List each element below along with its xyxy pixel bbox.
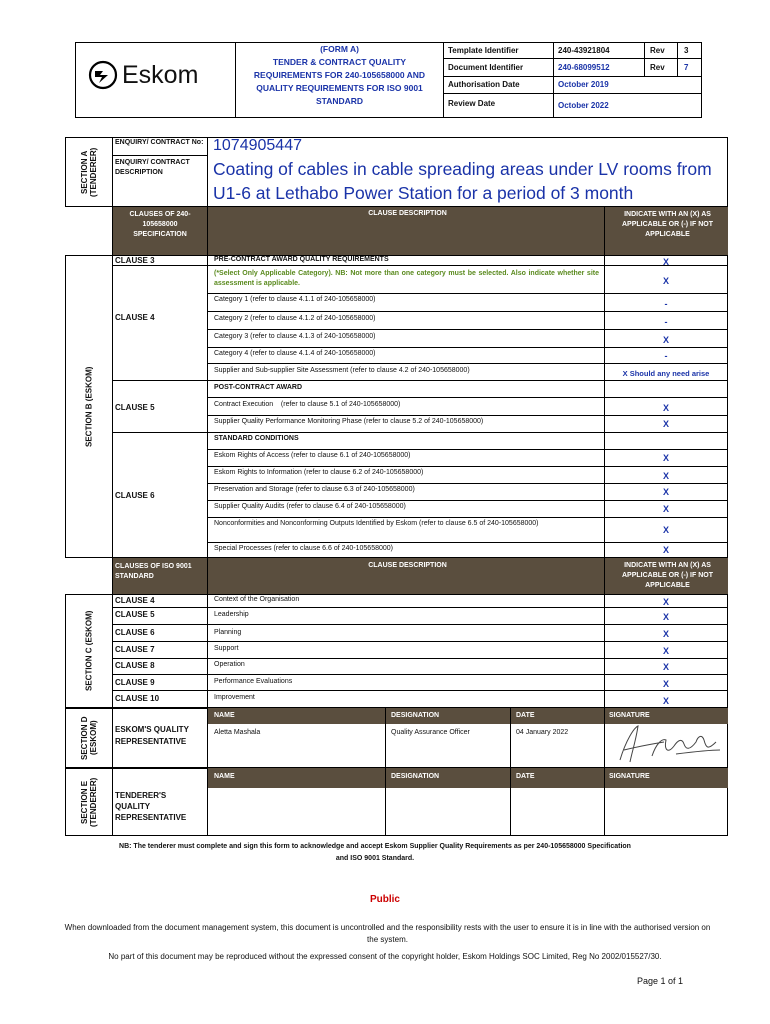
form-title: (FORM A) TENDER & CONTRACT QUALITY REQUIREMENTS FOR 240-105658000 AND QUALITY REQUIREMENTS FOR ISO 9001 STANDARD (253, 44, 426, 106)
template-identifier-value: 240-43921804 (558, 46, 610, 55)
rev-value-2: 7 (684, 63, 689, 72)
section-b-head-description: CLAUSE DESCRIPTION (368, 210, 447, 217)
clause-3: CLAUSE 3 (115, 256, 155, 265)
site-assessment: Supplier and Sub-supplier Site Assessment (refer to clause 4.2 of 240-105658000) (214, 367, 470, 374)
section-c-head-description: CLAUSE DESCRIPTION (368, 562, 447, 569)
section-e-name-head: NAME (214, 773, 235, 780)
iso-desc-10: Improvement (214, 694, 255, 701)
mark-special-processes[interactable]: X (662, 545, 669, 555)
iso-desc-8: Operation (214, 661, 245, 668)
iso-mark-6[interactable]: X (662, 629, 669, 639)
contract-execution: Contract Execution (refer to clause 5.1 of 240-105658000) (214, 401, 401, 408)
nonconformities: Nonconformities and Nonconforming Outputs Identified by Eskom (refer to clause 6.5 of 240-105658000) (214, 520, 539, 527)
section-b-head-indicate: INDICATE WITH AN (X) AS APPLICABLE OR (-) IF NOT APPLICABLE (622, 211, 713, 238)
iso-mark-9[interactable]: X (662, 679, 669, 689)
section-c-head-clauses: CLAUSES OF ISO 9001 STANDARD (115, 563, 192, 580)
section-e-date-head: DATE (516, 773, 535, 780)
document-identifier-label: Document Identifier (448, 63, 524, 72)
rev-label-1: Rev (650, 46, 665, 55)
rights-of-access: Eskom Rights of Access (refer to clause 6.1 of 240-105658000) (214, 452, 411, 459)
tenderer-name-field[interactable] (208, 789, 384, 835)
eskom-rep-date[interactable]: 04 January 2022 (516, 729, 569, 736)
iso-clause-6: CLAUSE 6 (115, 628, 155, 637)
handwritten-signature (612, 720, 724, 766)
iso-desc-9: Performance Evaluations (214, 678, 293, 685)
iso-desc-6: Planning (214, 629, 242, 636)
category-2: Category 2 (refer to clause 4.1.2 of 240-105658000) (214, 315, 376, 322)
iso-mark-10[interactable]: X (662, 696, 669, 706)
section-c-label: SECTION C (ESKOM) (84, 610, 94, 692)
mark-quality-audits[interactable]: X (662, 504, 669, 514)
iso-mark-7[interactable]: X (662, 646, 669, 656)
mark-note[interactable]: X (662, 276, 669, 286)
standard-conditions-heading: STANDARD CONDITIONS (214, 435, 299, 442)
iso-clause-10: CLAUSE 10 (115, 694, 160, 703)
mark-category-4[interactable]: - (664, 351, 668, 361)
iso-desc-7: Support (214, 645, 239, 652)
category-3: Category 3 (refer to clause 4.1.3 of 240-105658000) (214, 333, 376, 340)
page-number: Page 1 of 1 (637, 976, 684, 986)
rev-label-2: Rev (650, 63, 665, 72)
mark-category-2[interactable]: - (664, 317, 668, 327)
tenderer-signature-field[interactable] (605, 789, 727, 835)
mark-rights-to-information[interactable]: X (662, 471, 669, 481)
eskom-logo-icon (88, 60, 118, 90)
eskom-quality-rep-label: ESKOM'S QUALITY REPRESENTATIVE (115, 725, 189, 746)
mark-contract-execution[interactable]: X (662, 403, 669, 413)
tenderer-quality-rep-label: TENDERER'S QUALITY REPRESENTATIVE (115, 791, 187, 822)
eskom-rep-designation[interactable]: Quality Assurance Officer (391, 729, 470, 736)
section-d-designation-head: DESIGNATION (391, 712, 440, 719)
iso-clause-4: CLAUSE 4 (115, 596, 155, 605)
pre-contract-heading: PRE-CONTRACT AWARD QUALITY REQUIREMENTS (214, 256, 389, 263)
performance-monitoring: Supplier Quality Performance Monitoring Phase (refer to clause 5.2 of 240-105658000) (214, 418, 484, 425)
contract-number[interactable]: 1074905447 (213, 137, 302, 154)
iso-mark-8[interactable]: X (662, 662, 669, 672)
disclaimer-uncontrolled: When downloaded from the document management system, this document is uncontrolled and the responsibility rests with the user to ensure it is in line with the authorised version on the system. (64, 923, 711, 944)
special-processes: Special Processes (refer to clause 6.6 of 240-105658000) (214, 545, 393, 552)
post-contract-heading: POST-CONTRACT AWARD (214, 384, 303, 391)
iso-clause-9: CLAUSE 9 (115, 678, 155, 687)
classification-public: Public (369, 894, 400, 905)
eskom-logo-text: Eskom (122, 60, 199, 89)
clause-6: CLAUSE 6 (115, 491, 155, 500)
section-c-head-indicate: INDICATE WITH AN (X) AS APPLICABLE OR (-) IF NOT APPLICABLE (622, 562, 713, 589)
section-d-name-head: NAME (214, 712, 235, 719)
section-d-label: SECTION D (ESKOM) (80, 716, 98, 760)
rev-value-1: 3 (684, 46, 689, 55)
section-d-date-head: DATE (516, 712, 535, 719)
eskom-logo (88, 58, 228, 92)
category-1: Category 1 (refer to clause 4.1.1 of 240-105658000) (214, 296, 376, 303)
review-date-value: October 2022 (558, 101, 609, 110)
mark-rights-of-access[interactable]: X (662, 453, 669, 463)
template-identifier-label: Template Identifier (448, 46, 519, 55)
mark-site-assessment[interactable]: X Should any need arise (622, 369, 710, 378)
mark-preservation-storage[interactable]: X (662, 487, 669, 497)
mark-category-3[interactable]: X (662, 335, 669, 345)
mark-nonconformities[interactable]: X (662, 525, 669, 535)
tenderer-date-field[interactable] (511, 789, 603, 835)
iso-mark-5[interactable]: X (662, 612, 669, 622)
mark-category-1[interactable]: - (664, 299, 668, 309)
mark-performance-monitoring[interactable]: X (662, 419, 669, 429)
contract-description[interactable]: Coating of cables in cable spreading areas under LV rooms from U1-6 at Lethabo Power Station for a period of 3 month (213, 159, 712, 203)
disclaimer-copyright: No part of this document may be reproduced without the expressed consent of the copyright holder, Eskom Holdings SOC Limited, Reg No 2002/015527/30. (108, 952, 662, 961)
authorisation-date-label: Authorisation Date (448, 80, 520, 89)
section-e-designation-head: DESIGNATION (391, 773, 440, 780)
review-date-label: Review Date (448, 99, 496, 108)
nb-note: NB: The tenderer must complete and sign this form to acknowledge and accept Eskom Supplier Quality Requirements as per 240-105658000 Specification and ISO 9001 Standard. (119, 843, 631, 862)
select-category-note: (*Select Only Applicable Category). NB: Not more than one category must be selected. Also indicate whether site assessment is applicable. (214, 270, 599, 287)
clause-5: CLAUSE 5 (115, 403, 155, 412)
section-e-label: SECTION E (TENDERER) (80, 777, 98, 827)
iso-mark-4[interactable]: X (662, 597, 669, 607)
authorisation-date-value: October 2019 (558, 80, 609, 89)
iso-desc-4: Context of the Organisation (214, 596, 300, 603)
iso-desc-5: Leadership (214, 611, 249, 618)
quality-audits: Supplier Quality Audits (refer to clause 6.4 of 240-105658000) (214, 503, 406, 510)
iso-clause-8: CLAUSE 8 (115, 661, 155, 670)
section-b-label: SECTION B (ESKOM) (84, 366, 94, 447)
iso-clause-7: CLAUSE 7 (115, 645, 155, 654)
section-d-signature-head: SIGNATURE (609, 712, 650, 719)
section-e-signature-head: SIGNATURE (609, 773, 650, 780)
tenderer-designation-field[interactable] (386, 789, 509, 835)
rights-to-information: Eskom Rights to Information (refer to clause 6.2 of 240-105658000) (214, 469, 424, 476)
section-a-label: SECTION A (TENDERER) (80, 147, 98, 197)
eskom-rep-name[interactable]: Aletta Mashala (214, 729, 261, 736)
preservation-storage: Preservation and Storage (refer to clause 6.3 of 240-105658000) (214, 486, 415, 493)
document-identifier-value: 240-68099512 (558, 63, 610, 72)
iso-clause-5: CLAUSE 5 (115, 610, 155, 619)
category-4: Category 4 (refer to clause 4.1.4 of 240-105658000) (214, 350, 376, 357)
section-b-head-clauses: CLAUSES OF 240-105658000 SPECIFICATION (129, 211, 191, 238)
clause-4: CLAUSE 4 (115, 313, 155, 322)
mark-pre-contract[interactable]: X (662, 257, 669, 267)
contract-description-label: ENQUIRY/ CONTRACT DESCRIPTION (115, 159, 190, 176)
contract-no-label: ENQUIRY/ CONTRACT No: (115, 139, 204, 146)
